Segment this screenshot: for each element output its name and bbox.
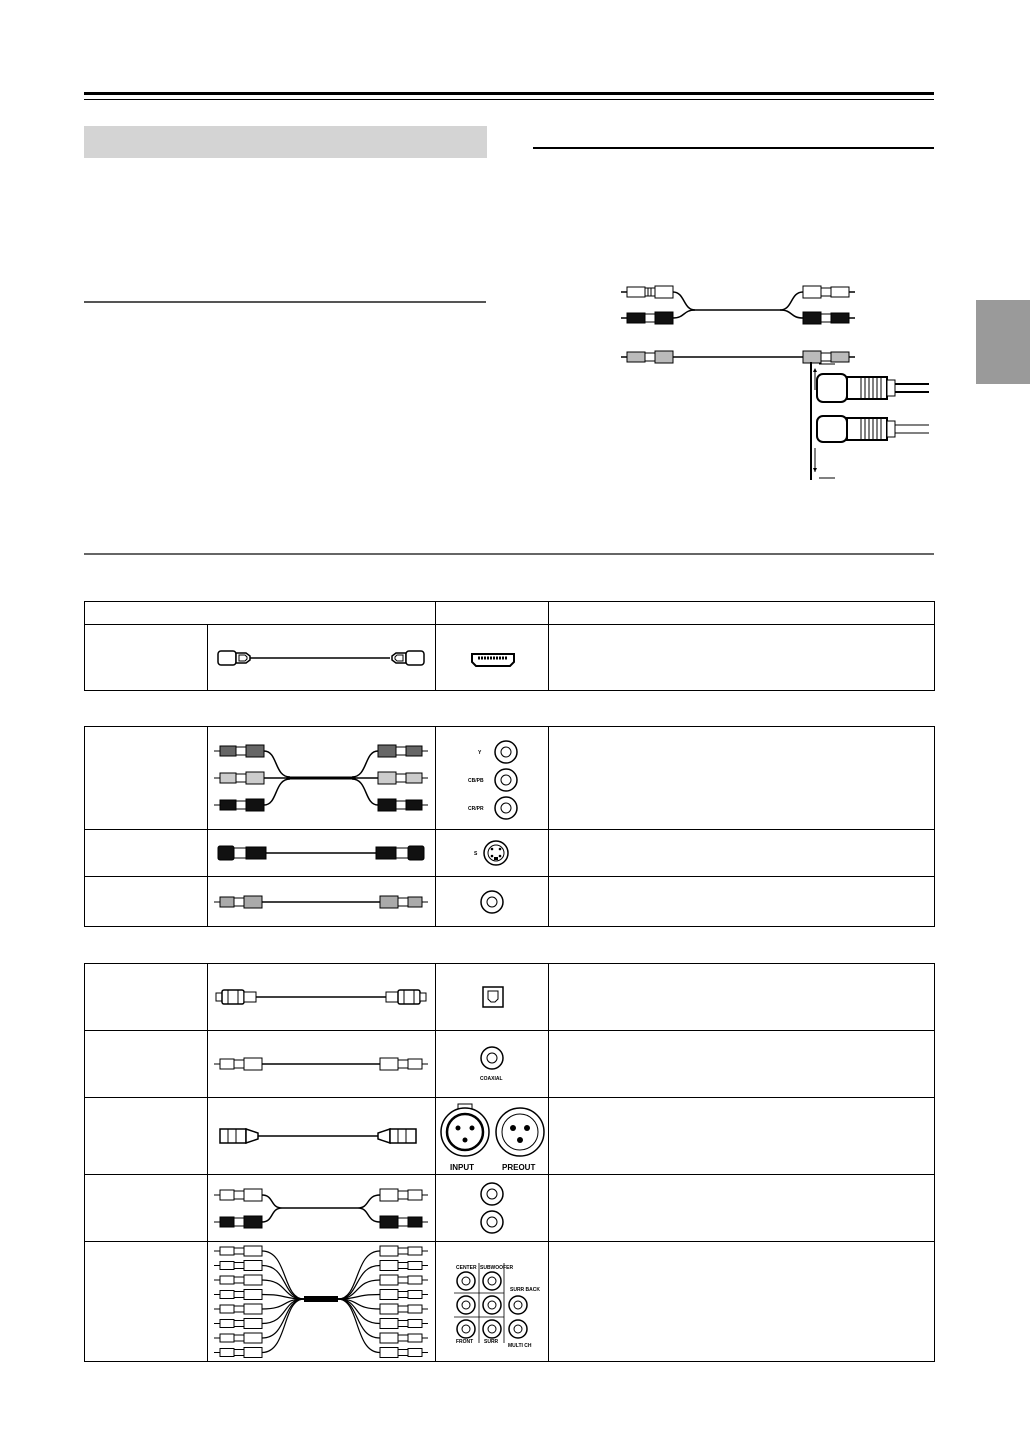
- cable-cell: [208, 830, 436, 877]
- row-label-cell: [85, 830, 208, 877]
- stereo-rca-jack-icon: [436, 1176, 549, 1240]
- section-header-bar: [84, 126, 487, 158]
- cable-cell: [208, 964, 436, 1031]
- hdmi-jack-icon: [436, 638, 549, 678]
- jack-cell: [436, 727, 549, 830]
- rca-cable-illustration: [615, 280, 865, 370]
- description-cell: [549, 1242, 935, 1362]
- label-multich: MULTI CH: [508, 1342, 532, 1349]
- rca-black-plug-left: [621, 312, 673, 324]
- jack-cell: [436, 877, 549, 927]
- table-header-row: [85, 602, 935, 625]
- label-surr: SURR: [484, 1338, 499, 1345]
- table-row: [85, 625, 935, 691]
- jack-cell: [436, 964, 549, 1031]
- label-y: Y: [478, 750, 482, 756]
- jack-cell: [436, 1175, 549, 1242]
- cable-cell: [208, 1098, 436, 1175]
- label-cb: CB/PB: [468, 778, 484, 784]
- video-table: [84, 726, 935, 927]
- description-cell: [549, 727, 935, 830]
- label-center: CENTER: [456, 1264, 477, 1271]
- svideo-cable-icon: [208, 838, 434, 868]
- top-rule-thick: [84, 92, 934, 95]
- component-cable-icon: [208, 733, 434, 823]
- full-width-rule: [84, 553, 934, 555]
- label-surrback: SURR BACK: [510, 1286, 540, 1293]
- table-row: [85, 727, 935, 830]
- table-row: [85, 830, 935, 877]
- optical-cable-icon: [208, 982, 434, 1012]
- jack-cell: [436, 1242, 549, 1362]
- multichannel-jack-icon: [436, 1243, 549, 1361]
- rca-black-plug-right: [803, 312, 855, 324]
- header-cell-description: [549, 602, 935, 625]
- rca-white-plug-left: [621, 286, 673, 298]
- table-row: [85, 1031, 935, 1098]
- table-row: [85, 1242, 935, 1362]
- table-row: [85, 877, 935, 927]
- optical-jack-icon: [436, 977, 549, 1017]
- cable-cell: [208, 625, 436, 691]
- row-label-cell: [85, 1175, 208, 1242]
- description-cell: [549, 625, 935, 691]
- coaxial-jack-icon: [436, 1036, 549, 1092]
- side-tab: [976, 300, 1030, 384]
- hdmi-cable-icon: [208, 643, 434, 673]
- top-rule-thin: [84, 99, 934, 100]
- label-s: S: [474, 851, 478, 857]
- cable-cell: [208, 1031, 436, 1098]
- coaxial-cable-icon: [208, 1049, 434, 1079]
- table-row: [85, 1098, 935, 1175]
- row-label-cell: [85, 1031, 208, 1098]
- table-row: [85, 964, 935, 1031]
- multichannel-cable-icon: [208, 1243, 434, 1361]
- hdmi-table: [84, 601, 935, 691]
- cable-cell: [208, 727, 436, 830]
- xlr-cable-icon: [208, 1121, 434, 1151]
- jack-cell: [436, 830, 549, 877]
- row-label-cell: [85, 877, 208, 927]
- description-cell: [549, 877, 935, 927]
- description-cell: [549, 1098, 935, 1175]
- cable-cell: [208, 1242, 436, 1362]
- label-cr: CR/PR: [468, 806, 484, 812]
- row-label-cell: [85, 1098, 208, 1175]
- row-label-cell: [85, 1242, 208, 1362]
- rca-white-plug-right: [803, 286, 855, 298]
- audio-table: [84, 963, 935, 1362]
- label-xlr-input: INPUT: [450, 1163, 474, 1172]
- xlr-jack-icon: [436, 1098, 549, 1174]
- composite-jack-icon: [436, 882, 549, 922]
- label-subwoofer: SUBWOOFER: [480, 1264, 514, 1271]
- label-coaxial: COAXIAL: [480, 1076, 503, 1082]
- jack-cell: [436, 1031, 549, 1098]
- label-front: FRONT: [456, 1338, 474, 1345]
- right-section-rule: [533, 147, 934, 149]
- table-row: [85, 1175, 935, 1242]
- component-jack-icon: [436, 730, 549, 826]
- row-label-cell: [85, 964, 208, 1031]
- header-cell-cable: [85, 602, 436, 625]
- description-cell: [549, 1031, 935, 1098]
- plug-insertion-detail: [805, 360, 935, 482]
- description-cell: [549, 964, 935, 1031]
- jack-cell: [436, 625, 549, 691]
- row-label-cell: [85, 727, 208, 830]
- left-section-rule: [84, 301, 486, 303]
- description-cell: [549, 1175, 935, 1242]
- jack-cell: [436, 1098, 549, 1175]
- stereo-rca-cable-icon: [208, 1180, 434, 1236]
- header-cell-jack: [436, 602, 549, 625]
- cable-cell: [208, 1175, 436, 1242]
- row-label-cell: [85, 625, 208, 691]
- composite-cable-icon: [208, 887, 434, 917]
- svideo-jack-icon: [436, 833, 549, 873]
- cable-cell: [208, 877, 436, 927]
- label-xlr-preout: PREOUT: [502, 1163, 536, 1172]
- description-cell: [549, 830, 935, 877]
